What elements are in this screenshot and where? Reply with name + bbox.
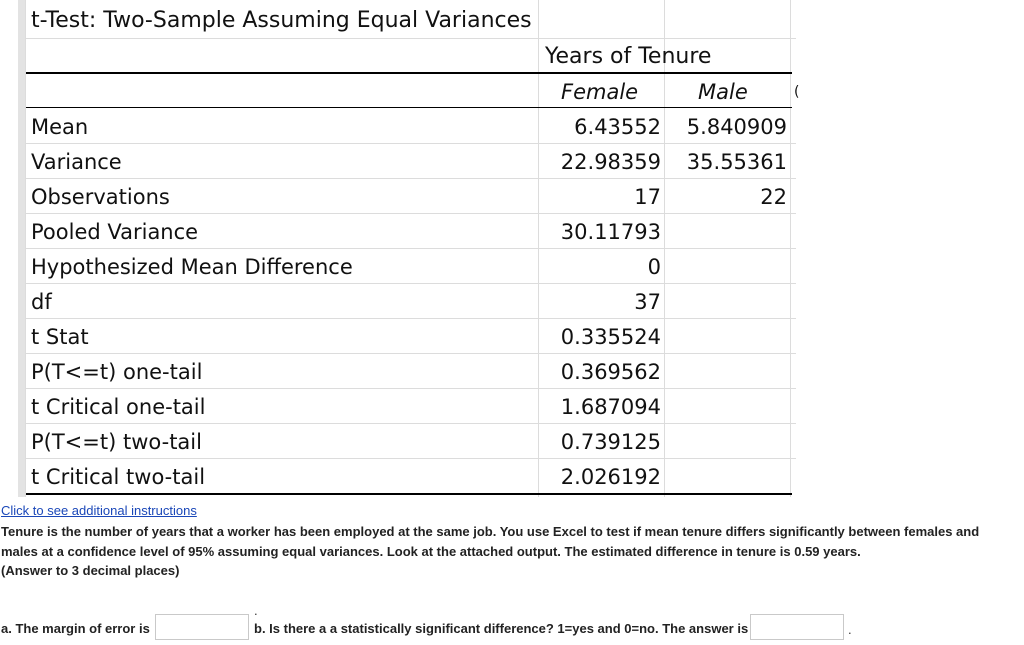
row-label: Hypothesized Mean Difference: [31, 255, 353, 279]
male-value: 5.840909: [686, 115, 787, 139]
header-bottom-border: [26, 107, 792, 108]
female-value: 0.335524: [560, 325, 661, 349]
row-label: Variance: [31, 150, 122, 174]
row-label: t Critical two-tail: [31, 465, 206, 489]
col-header-male: Male: [698, 80, 748, 104]
female-value: 37: [634, 290, 661, 314]
row-label: t Critical one-tail: [31, 395, 206, 419]
clipped-cell-edge: (: [794, 84, 800, 100]
row-label: P(T<=t) two-tail: [31, 430, 202, 454]
female-value: 30.11793: [560, 220, 661, 244]
significance-answer-input[interactable]: [750, 614, 844, 640]
part-a-label: a. The margin of error is: [1, 621, 150, 636]
female-value: 17: [634, 185, 661, 209]
row-label: df: [31, 290, 52, 314]
female-value: 6.43552: [574, 115, 661, 139]
female-value: 0.739125: [560, 430, 661, 454]
female-value: 2.026192: [560, 465, 661, 489]
part-b-label: b. Is there a a statistically significant difference? 1=yes and 0=no. The answer is: [254, 621, 749, 636]
female-value: 22.98359: [560, 150, 661, 174]
row-label: Pooled Variance: [31, 220, 199, 244]
row-label: t Stat: [31, 325, 89, 349]
female-value: 0: [647, 255, 661, 279]
answer-precision-note: (Answer to 3 decimal places): [1, 563, 180, 578]
male-value: 35.55361: [686, 150, 787, 174]
question-text: [1, 522, 1001, 581]
grid-line: [26, 353, 796, 354]
row-label: Mean: [31, 115, 89, 139]
table-title: t-Test: Two-Sample Assuming Equal Variances: [31, 8, 532, 33]
additional-instructions-link[interactable]: Click to see additional instructions: [1, 503, 197, 518]
grid-line: [26, 38, 796, 39]
row-label: P(T<=t) one-tail: [31, 360, 203, 384]
question-body: Tenure is the number of years that a worker has been employed at the same job. You use Excel to test if mean tenure differs significantly between females and males at a confidence level of 95% assuming equal variances. Look at the attached output. The estimated difference in tenure is 0.59 years.: [1, 524, 980, 559]
col-header-female: Female: [561, 80, 639, 104]
grid-line: [26, 318, 796, 319]
female-value: 1.687094: [560, 395, 661, 419]
margin-of-error-input[interactable]: [155, 614, 249, 640]
trailing-dot: .: [848, 622, 852, 637]
separator-dot: .: [254, 603, 258, 618]
female-value: 0.369562: [560, 360, 661, 384]
male-value: 22: [760, 185, 787, 209]
row-label: Observations: [31, 185, 170, 209]
group-header: Years of Tenure: [545, 44, 712, 69]
